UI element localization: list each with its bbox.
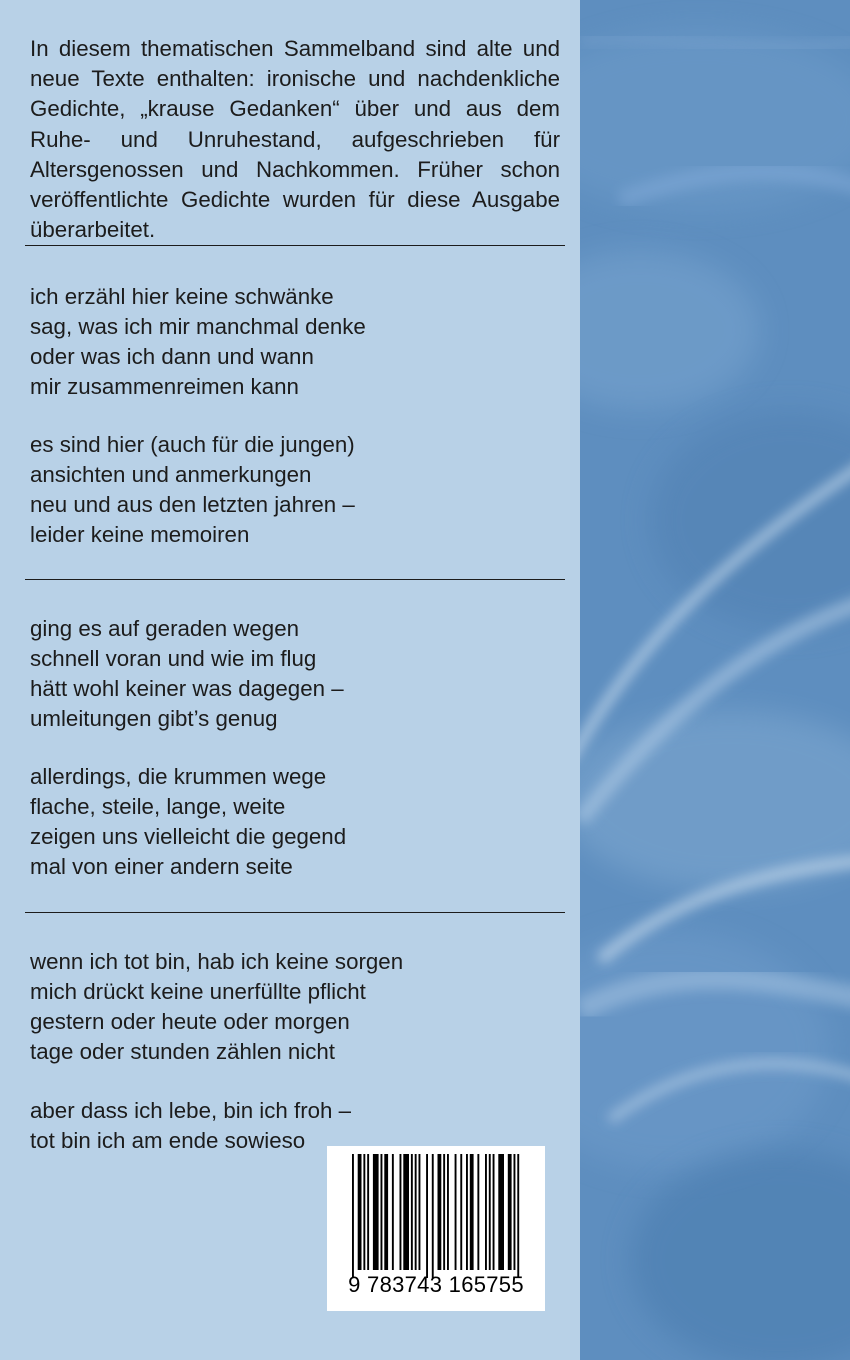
barcode-bar [403, 1154, 409, 1270]
barcode-bar [447, 1154, 449, 1270]
barcode-bar [443, 1154, 445, 1270]
barcode-bar [415, 1154, 417, 1270]
watercolor-brushstrokes [580, 0, 850, 1360]
poem-3-stanza-2: aber dass ich lebe, bin ich froh – tot bin ich am ende sowieso [30, 1098, 352, 1153]
poem-1-stanza-2: es sind hier (auch für die jungen) ansichten und anmerkungen neu und aus den letzten jahren – leider keine memoiren [30, 432, 355, 547]
barcode-bar [363, 1154, 365, 1270]
isbn-barcode [327, 1146, 545, 1311]
barcode-bar [426, 1154, 428, 1278]
barcode-bar [508, 1154, 512, 1270]
barcode-bar [419, 1154, 421, 1270]
barcode-bar [460, 1154, 462, 1270]
barcode-bar [485, 1154, 487, 1270]
barcode-bar [477, 1154, 479, 1270]
divider-line [25, 245, 565, 246]
barcode-bar [381, 1154, 383, 1270]
barcode-bar [392, 1154, 394, 1270]
barcode-bar [455, 1154, 457, 1270]
barcode-bar [438, 1154, 442, 1270]
barcode-bar [358, 1154, 362, 1270]
poem-2-stanza-1: ging es auf geraden wegen schnell voran und wie im flug hätt wohl keiner was dagegen – umleitungen gibt’s genug [30, 616, 344, 731]
barcode-bar [411, 1154, 413, 1270]
barcode-bar [384, 1154, 388, 1270]
barcode-bar [517, 1154, 519, 1278]
barcode-bar [352, 1154, 354, 1278]
barcode-bar [489, 1154, 491, 1270]
barcode-bar [432, 1154, 434, 1278]
poem-3-stanza-1: wenn ich tot bin, hab ich keine sorgen mich drückt keine unerfüllte pflicht gestern oder heute oder morgen tage oder stunden zählen nicht [30, 949, 404, 1064]
barcode-bar [400, 1154, 402, 1270]
poem-1-stanza-1: ich erzähl hier keine schwänke sag, was ich mir manchmal denke oder was ich dann und wann mir zusammenreimen kann [30, 284, 366, 399]
barcode-bar [470, 1154, 474, 1270]
barcode-bar [514, 1154, 516, 1270]
barcode-bars [352, 1154, 520, 1278]
barcode-bar [373, 1154, 379, 1270]
barcode-bar [493, 1154, 495, 1270]
barcode-bar [466, 1154, 468, 1270]
divider-line [25, 579, 565, 580]
barcode-bar [498, 1154, 504, 1270]
intro-paragraph: In diesem thematischen Sammelband sind alte und neue Texte enthalten: ironische und nachdenkliche Gedichte, „krause Gedanken“ über und aus dem Ruhe- und Unruhestand, aufgeschrieben für Altersgenossen und Nachkommen. Früher schon veröffentlichte Gedichte wurden für diese Ausgabe überarbeitet. [30, 36, 560, 243]
cover-artwork-strip [580, 0, 850, 1360]
divider-line [25, 912, 565, 913]
poem-2-stanza-2: allerdings, die krummen wege flache, steile, lange, weite zeigen uns vielleicht die gegend mal von einer andern seite [30, 764, 347, 879]
barcode-bar [367, 1154, 369, 1270]
isbn-digits: 9 783743 165755 [348, 1272, 524, 1297]
